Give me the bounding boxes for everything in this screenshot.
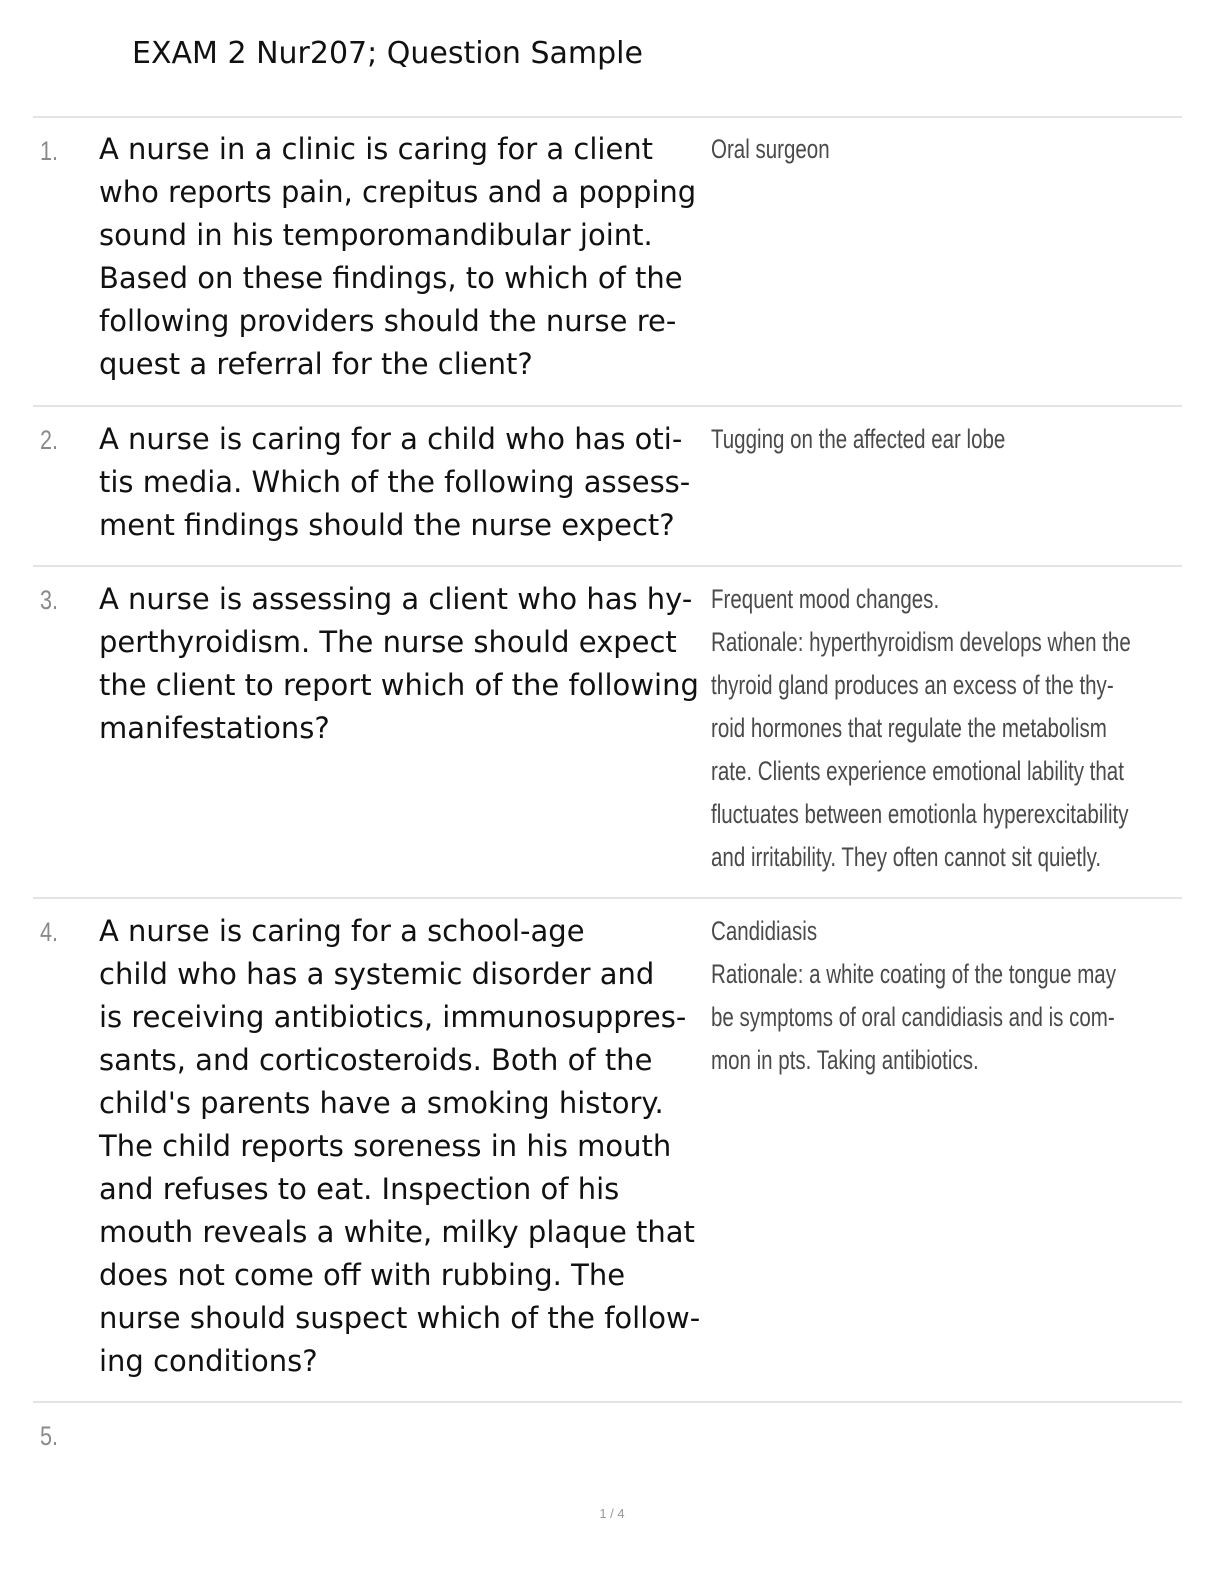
question-line: is receiving antibiotics, immunosuppres- (99, 1000, 687, 1034)
question-number: 3. (40, 585, 59, 615)
question-line: ing conditions? (99, 1344, 318, 1378)
answer-line: Rationale: hyperthyroidism develops when the (711, 627, 1131, 657)
answer-text (711, 128, 1181, 171)
page-indicator: 1 / 4 (599, 1506, 625, 1521)
question-line: perthyroidism. The nurse should expect (99, 625, 677, 659)
question-text (99, 910, 709, 1383)
question-line: quest a referral for the client? (99, 347, 533, 381)
divider (33, 565, 1182, 567)
answer-text (711, 578, 1181, 879)
page-title: EXAM 2 Nur207; Question Sample (132, 36, 643, 71)
answer-text (711, 910, 1181, 1082)
question-number: 2. (40, 425, 59, 455)
answer-line: roid hormones that regulate the metabolism (711, 713, 1107, 743)
question-line: A nurse is assessing a client who has hy- (99, 582, 693, 616)
question-line: who reports pain, crepitus and a popping (99, 175, 697, 209)
question-line: and refuses to eat. Inspection of his (99, 1172, 620, 1206)
answer-line: Tugging on the affected ear lobe (711, 424, 1006, 454)
divider (33, 1401, 1182, 1403)
answer-line: Frequent mood changes. (711, 584, 940, 614)
question-line: mouth reveals a white, milky plaque that (99, 1215, 695, 1249)
divider (33, 116, 1182, 118)
question-line: does not come off with rubbing. The (99, 1258, 626, 1292)
answer-line: and irritability. They often cannot sit quietly. (711, 842, 1102, 872)
question-line: child who has a systemic disorder and (99, 957, 655, 991)
question-number: 1. (40, 136, 59, 166)
answer-line: Oral surgeon (711, 134, 830, 164)
question-line: A nurse in a clinic is caring for a client (99, 132, 654, 166)
question-line: The child reports soreness in his mouth (99, 1129, 672, 1163)
question-text (99, 578, 709, 750)
question-number: 5. (40, 1421, 59, 1451)
question-line: nurse should suspect which of the follow- (99, 1301, 701, 1335)
question-line: child's parents have a smoking history. (99, 1086, 664, 1120)
answer-line: thyroid gland produces an excess of the thy- (711, 670, 1114, 700)
question-line: A nurse is caring for a school-age (99, 914, 585, 948)
divider (33, 897, 1182, 899)
answer-text (711, 418, 1181, 461)
question-text (99, 128, 709, 386)
question-line: tis media. Which of the following assess- (99, 465, 691, 499)
question-line: sants, and corticosteroids. Both of the (99, 1043, 653, 1077)
question-line: sound in his temporomandibular joint. (99, 218, 653, 252)
question-line: following providers should the nurse re- (99, 304, 677, 338)
question-line: the client to report which of the following (99, 668, 699, 702)
divider (33, 405, 1182, 407)
answer-line: Candidiasis (711, 916, 818, 946)
answer-line: Rationale: a white coating of the tongue may (711, 959, 1116, 989)
answer-line: rate. Clients experience emotional lability that (711, 756, 1124, 786)
question-number: 4. (40, 917, 59, 947)
question-line: Based on these findings, to which of the (99, 261, 683, 295)
answer-line: fluctuates between emotionla hyperexcitability (711, 799, 1129, 829)
question-text (99, 418, 709, 547)
answer-line: be symptoms of oral candidiasis and is com- (711, 1002, 1115, 1032)
answer-line: mon in pts. Taking antibiotics. (711, 1045, 979, 1075)
question-line: ment findings should the nurse expect? (99, 508, 675, 542)
question-line: manifestations? (99, 711, 330, 745)
question-line: A nurse is caring for a child who has oti- (99, 422, 683, 456)
